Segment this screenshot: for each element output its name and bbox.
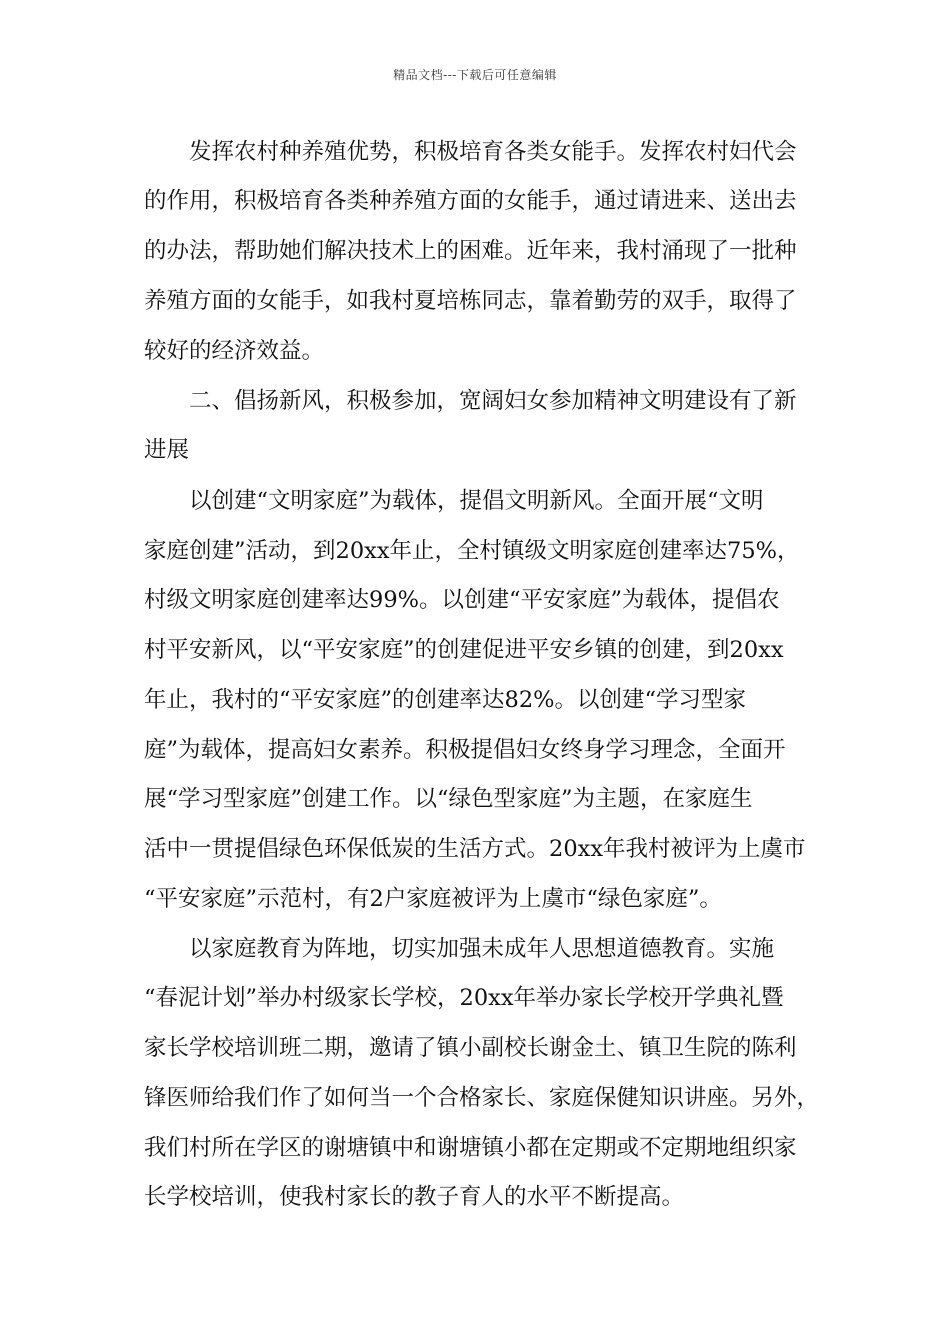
text-line: 活中一贯提倡绿色环保低炭的生活方式。20xx年我村被评为上虞市 — [144, 836, 806, 862]
text-line: 村级文明家庭创建率达99%。以创建“平安家庭”为载体，提倡农 — [144, 587, 780, 613]
text-line: 二、倡扬新风，积极参加，宽阔妇女参加精神文明建设有了新 — [144, 388, 797, 414]
text-line: “平安家庭”示范村，有2户家庭被评为上虞市“绿色家庭”。 — [144, 886, 722, 912]
text-line: 庭”为载体，提高妇女素养。积极提倡妇女终身学习理念，全面开 — [144, 737, 786, 763]
text-line: 养殖方面的女能手，如我村夏培栋同志，靠着勤劳的双手，取得了 — [144, 288, 797, 314]
text-line: 展“学习型家庭”创建工作。以“绿色型家庭”为主题，在家庭生 — [144, 786, 753, 812]
text-line: 以创建“文明家庭”为载体，提倡文明新风。全面开展“文明 — [144, 488, 764, 514]
text-line: 的办法，帮助她们解决技术上的困难。近年来，我村涌现了一批种 — [144, 238, 797, 264]
text-line: 年止，我村的“平安家庭”的创建率达82%。以创建“学习型家 — [144, 687, 747, 713]
text-line: 村平安新风，以“平安家庭”的创建促进平安乡镇的创建，到20xx — [144, 637, 784, 663]
text-line: 锋医师给我们作了如何当一个合格家长、家庭保健知识讲座。另外， — [144, 1085, 820, 1111]
text-line: 长学校培训，使我村家长的教子育人的水平不断提高。 — [144, 1184, 685, 1210]
text-line: 进展 — [144, 437, 190, 463]
text-line: “春泥计划”举办村级家长学校，20xx年举办家长学校开学典礼暨 — [144, 985, 784, 1011]
text-line: 以家庭教育为阵地，切实加强未成年人思想道德教育。实施 — [144, 936, 775, 962]
page-header: 精品文档---下载后可任意编辑 — [393, 68, 557, 82]
text-line: 家庭创建”活动，到20xx年止，全村镇级文明家庭创建率达75%， — [144, 538, 800, 564]
text-line: 家长学校培训班二期，邀请了镇小副校长谢金土、镇卫生院的陈利 — [144, 1035, 797, 1061]
text-line: 较好的经济效益。 — [144, 338, 325, 364]
text-line: 的作用，积极培育各类种养殖方面的女能手，通过请进来、送出去 — [144, 188, 797, 214]
text-line: 我们村所在学区的谢塘镇中和谢塘镇小都在定期或不定期地组织家 — [144, 1135, 797, 1161]
text-line: 发挥农村种养殖优势，积极培育各类女能手。发挥农村妇代会 — [144, 139, 797, 165]
